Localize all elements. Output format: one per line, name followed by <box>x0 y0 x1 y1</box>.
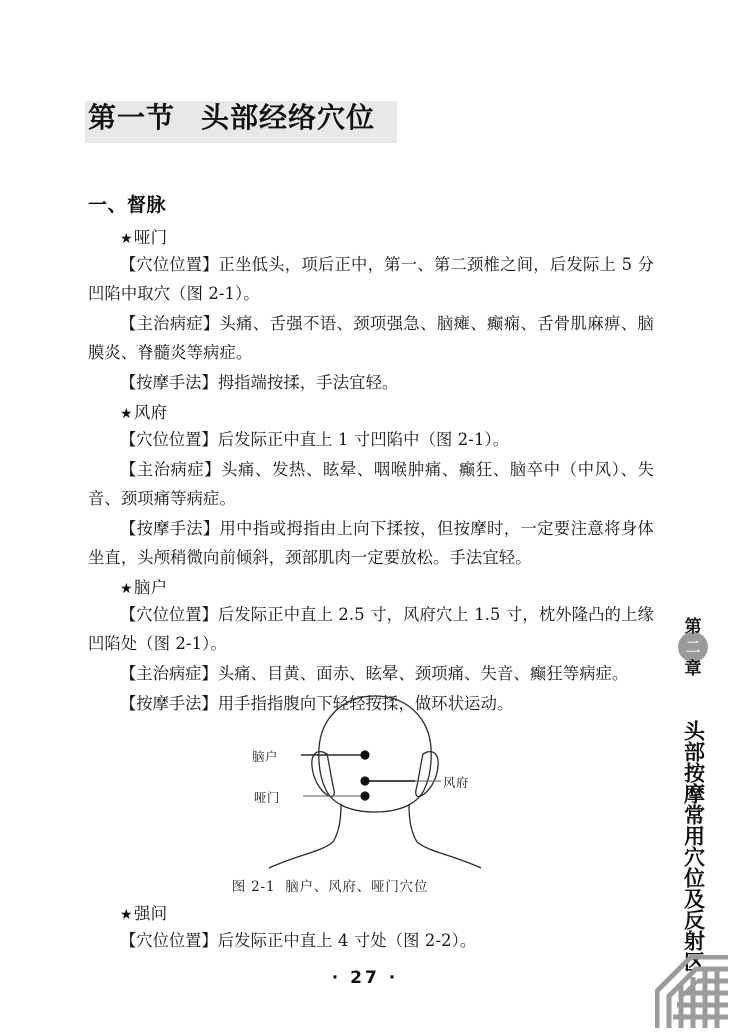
right-ear <box>416 752 438 797</box>
entry-tag: 【主治病症】 <box>120 460 222 479</box>
entry-text: 后发际正中直上 1 寸凹陷中（图 2-1）。 <box>217 430 510 449</box>
acupoint-name-qiangjian <box>120 900 654 924</box>
star-icon: ★ <box>120 581 133 597</box>
figure-caption <box>0 875 660 895</box>
acupoint-entry-technique <box>88 368 654 397</box>
head-acupoint-diagram <box>252 692 495 870</box>
acupoint-name-fengfu <box>120 399 654 423</box>
meridian-heading: 一、督脉 <box>88 194 167 216</box>
figure-label-yamen: 哑门 <box>254 790 281 805</box>
entry-text: 正坐低头，项后正中，第一、第二颈椎之间，后发际上 5 分凹陷中取穴（图 2-1）。 <box>88 255 654 303</box>
entry-tag: 【主治病症】 <box>120 314 220 333</box>
head-outline <box>319 696 431 812</box>
figure-label-naohu: 脑户 <box>252 749 279 764</box>
section-title-text: 头部经络穴位 <box>201 101 376 134</box>
neck-left <box>333 804 341 842</box>
acupoint-label: 脑户 <box>133 578 168 597</box>
acupoint-dot-yamen <box>360 791 369 800</box>
entry-tag: 【按摩手法】 <box>120 519 220 538</box>
acupoint-entry-position <box>88 250 654 308</box>
entry-text: 后发际正中直上 2.5 寸，风府穴上 1.5 寸，枕外隆凸的上缘凹陷处（图 2-1）。 <box>88 605 654 653</box>
figure-caption-number: 图 2-1 <box>231 879 276 895</box>
acupoint-entry-indications <box>88 309 654 367</box>
entry-tag: 【按摩手法】 <box>120 694 218 713</box>
figure-label-fengfu: 风府 <box>443 775 470 790</box>
entry-text: 用中指或拇指由上向下揉按，但按摩时，一定要注意将身体坐直，头颅稍微向前倾斜，颈部肌肉一定要放松。手法宜轻。 <box>88 519 654 567</box>
entry-text: 用手指指腹向下轻轻按揉，做环状运动。 <box>217 694 514 713</box>
entry-tag: 【穴位位置】 <box>120 255 219 274</box>
acupoint-entry-position <box>88 425 654 454</box>
section-title <box>88 98 375 138</box>
acupoint-label: 哑门 <box>133 228 168 247</box>
body-content <box>88 190 654 719</box>
entry-text: 头痛、舌强不语、颈项强急、脑瘫、癫痫、舌骨肌麻痹、脑膜炎、脊髓炎等病症。 <box>88 314 654 362</box>
acupoint-dot-naohu <box>360 750 369 759</box>
entry-text: 拇指端按揉，手法宜轻。 <box>217 373 399 392</box>
body-content-tail <box>88 898 654 956</box>
entry-tag: 【穴位位置】 <box>120 931 218 950</box>
entry-text: 头痛、目黄、面赤、眩晕、颈项痛、失音、癫狂等病症。 <box>217 664 629 683</box>
acupoint-name-yamen <box>120 224 654 248</box>
chapter-tab <box>670 618 716 976</box>
entry-tag: 【穴位位置】 <box>120 605 218 624</box>
chapter-number: 二 <box>685 638 701 656</box>
acupoint-entry-technique <box>88 514 654 572</box>
entry-tag: 【穴位位置】 <box>120 430 218 449</box>
chapter-prefix: 第 <box>684 617 702 637</box>
acupoint-label: 风府 <box>133 403 168 422</box>
entry-tag: 【按摩手法】 <box>120 373 218 392</box>
page-number: · 27 · <box>331 968 399 988</box>
star-icon: ★ <box>120 406 133 422</box>
chapter-number-group <box>670 618 716 696</box>
chapter-title: 头部按摩常用穴位及反射区 <box>681 720 706 972</box>
acupoint-dot-fengfu <box>360 776 369 785</box>
figure-caption-text: 脑户、风府、哑门穴位 <box>285 879 429 895</box>
acupoint-name-naohu <box>120 574 654 598</box>
section-title-prefix: 第一节 <box>88 101 176 134</box>
acupoint-entry-indications <box>88 455 654 513</box>
neck-right <box>409 804 417 842</box>
acupoint-entry-position <box>88 926 654 955</box>
corner-ornament <box>655 955 730 1030</box>
star-icon: ★ <box>120 231 133 247</box>
acupoint-label: 强问 <box>133 904 168 923</box>
entry-tag: 【主治病症】 <box>120 664 218 683</box>
acupoint-entry-position <box>88 600 654 658</box>
left-ear <box>312 752 334 797</box>
shoulder-right <box>417 842 481 868</box>
entry-text: 后发际正中直上 4 寸处（图 2-2）。 <box>217 931 477 950</box>
entry-text: 头痛、发热、眩晕、咽喉肿痛、癫狂、脑卒中（中风）、失音、颈项痛等病症。 <box>88 460 654 508</box>
acupoint-entry-indications <box>88 659 654 688</box>
star-icon: ★ <box>120 907 133 923</box>
chapter-suffix: 章 <box>684 659 702 679</box>
shoulder-left <box>269 842 333 868</box>
